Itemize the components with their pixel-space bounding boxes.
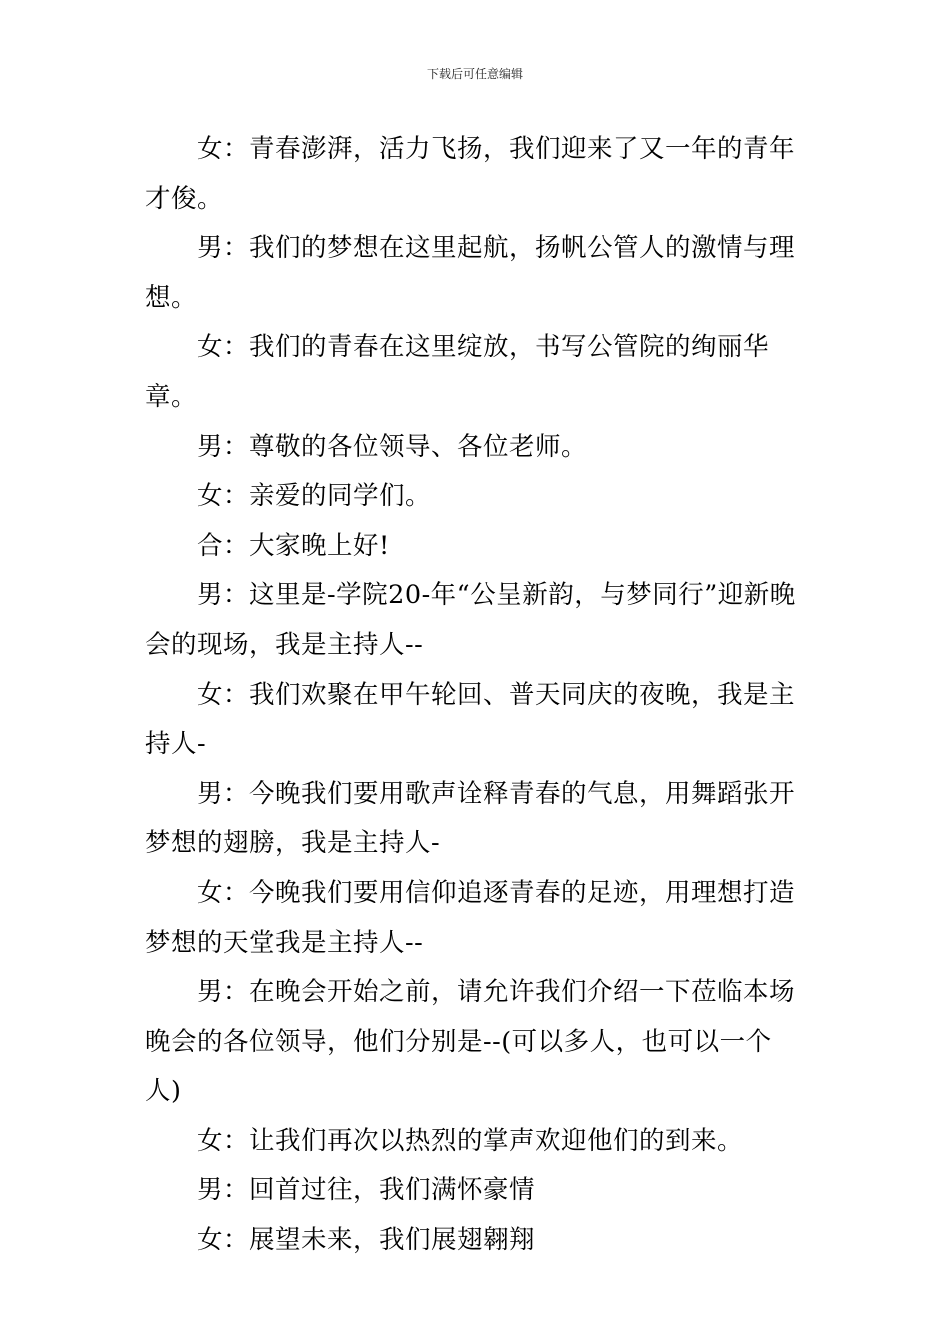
paragraph: 女：展望未来，我们展翅翱翔: [197, 1225, 536, 1256]
paragraph: 男：我们的梦想在这里起航，扬帆公管人的激情与理想。: [145, 233, 796, 313]
paragraph: 男：在晚会开始之前，请允许我们介绍一下莅临本场晚会的各位领导，他们分别是--(可以多人，也可以一个人): [145, 977, 796, 1107]
paragraph: 女：我们的青春在这里绽放，书写公管院的绚丽华章。: [145, 332, 770, 412]
header-note: 下载后可任意编辑: [426, 67, 523, 81]
paragraph: 男：回首过往，我们满怀豪情: [197, 1175, 536, 1206]
paragraph: 女：今晚我们要用信仰追逐青春的足迹，用理想打造梦想的天堂我是主持人--: [145, 877, 796, 958]
paragraph: 女：亲爱的同学们。: [197, 481, 432, 512]
paragraph: 女：青春澎湃，活力飞扬，我们迎来了又一年的青年才俊。: [145, 134, 796, 214]
document-body: [145, 125, 807, 1266]
paragraph: 合：大家晚上好!: [197, 530, 390, 561]
paragraph: 女：我们欢聚在甲午轮回、普天同庆的夜晚，我是主持人-: [145, 679, 796, 760]
paragraph: 男：这里是-学院20-年“公呈新韵，与梦同行”迎新晚会的现场，我是主持人--: [145, 580, 796, 660]
paragraph: 男：今晚我们要用歌声诠释青春的气息，用舞蹈张开梦想的翅膀，我是主持人-: [145, 778, 796, 859]
paragraph: 男：尊敬的各位领导、各位老师。: [197, 431, 588, 462]
paragraph: 女：让我们再次以热烈的掌声欢迎他们的到来。: [197, 1125, 744, 1156]
